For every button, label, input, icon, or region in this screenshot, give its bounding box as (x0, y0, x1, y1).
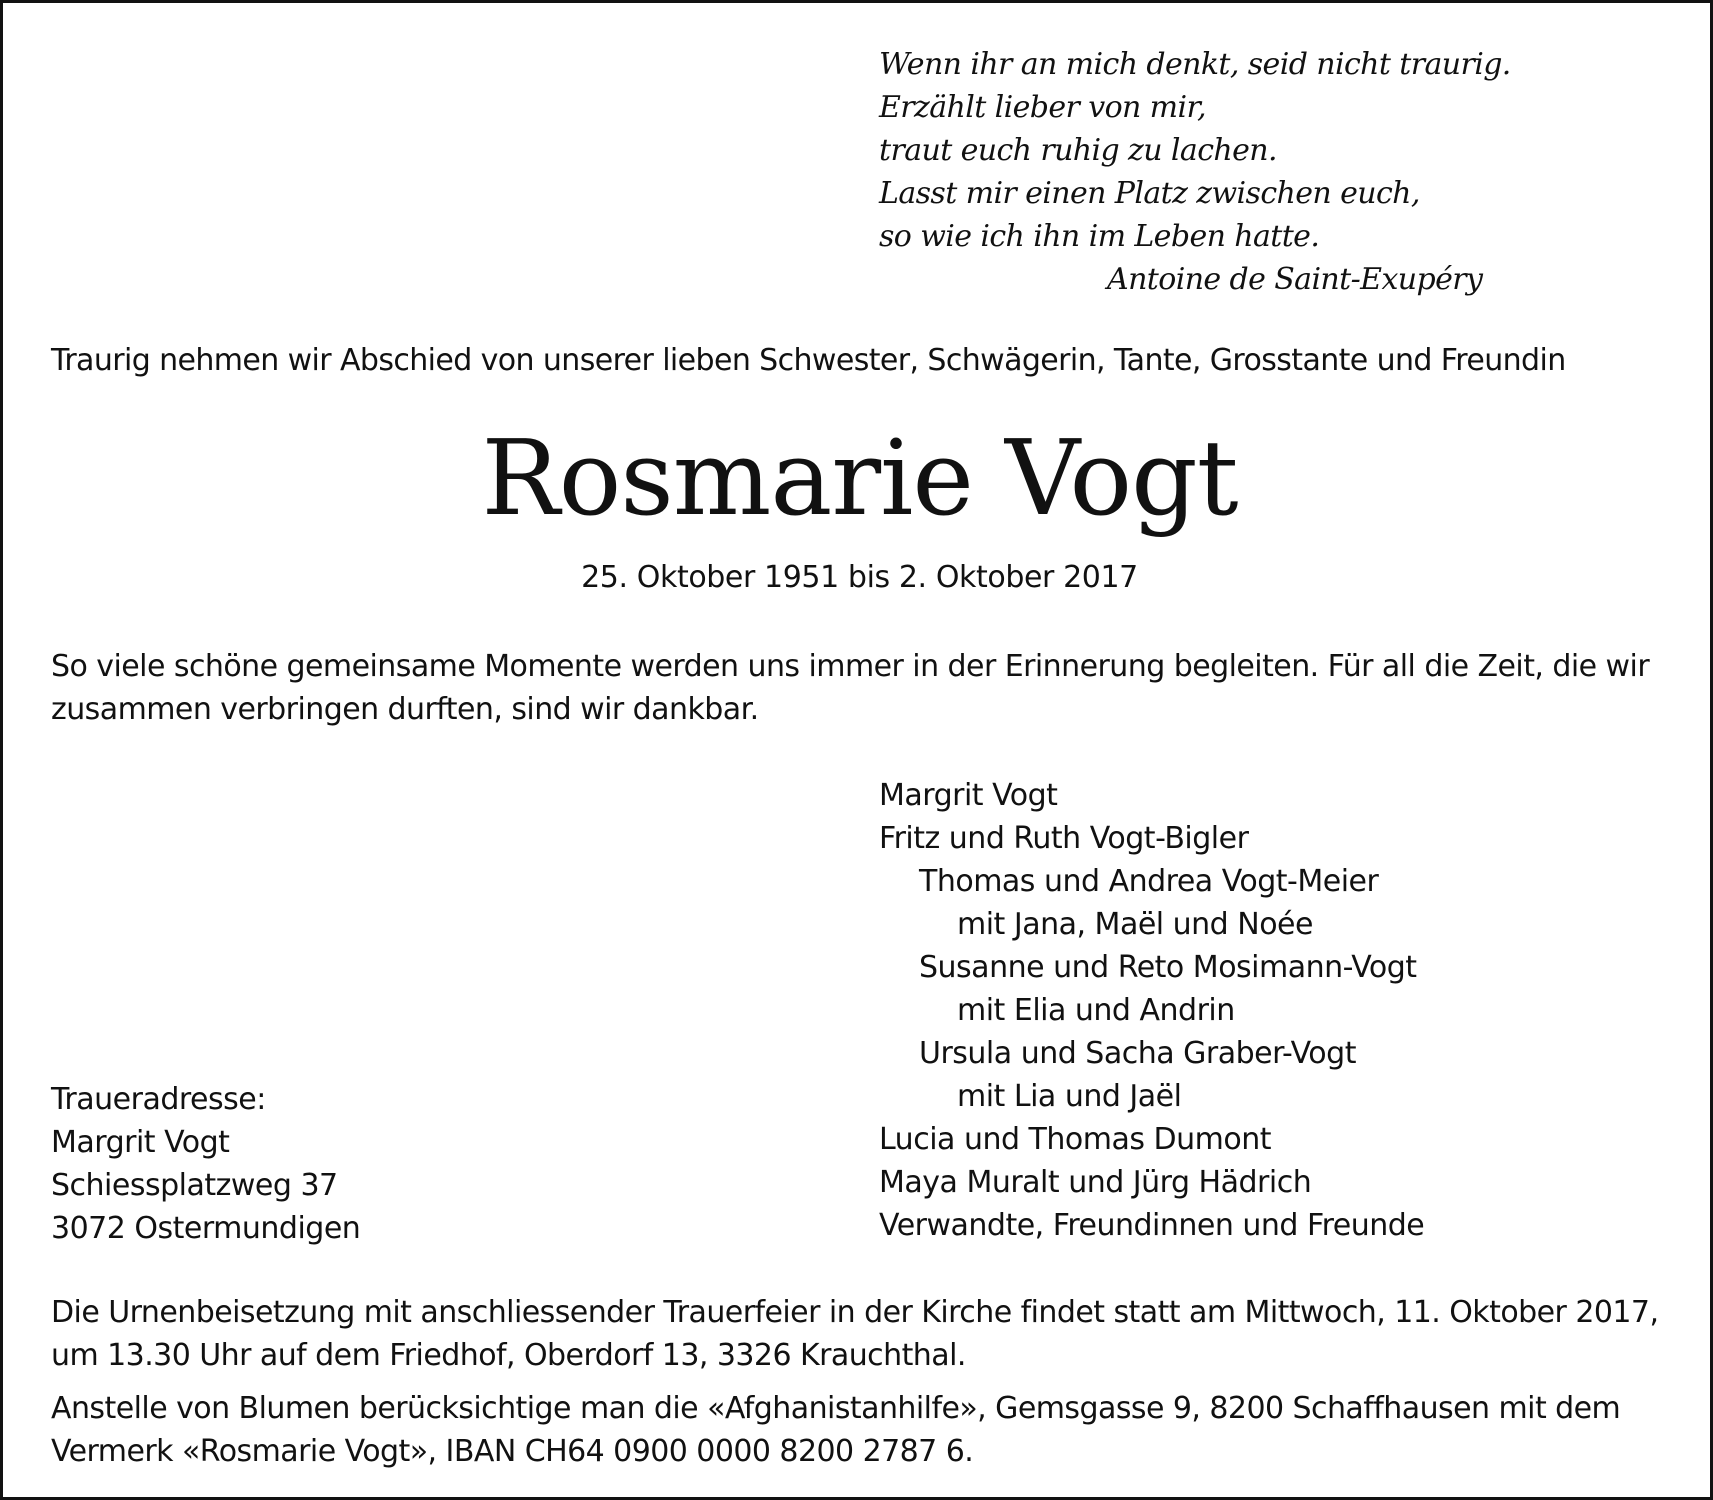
tribute-text (51, 645, 1691, 731)
funeral-line: Die Urnenbeisetzung mit anschliessender Trauerfeier in der Kirche findet statt am Mittwoch, 11. Oktober 2017, (51, 1295, 1659, 1330)
poem-line: Lasst mir einen Platz zwischen euch, (879, 176, 1420, 211)
address-street: Schiessplatzweg 37 (51, 1168, 338, 1203)
mourning-address (51, 1078, 360, 1250)
poem-line: so wie ich ihn im Leben hatte. (879, 219, 1320, 254)
mourner-entry: mit Elia und Andrin (957, 993, 1235, 1028)
funeral-info (51, 1291, 1691, 1377)
poem-line: traut euch ruhig zu lachen. (879, 133, 1277, 168)
mourner-entry: mit Jana, Maël und Noée (957, 907, 1313, 942)
mourner-entry: Susanne und Reto Mosimann-Vogt (919, 950, 1417, 985)
donation-line: Anstelle von Blumen berücksichtige man die «Afghanistanhilfe», Gemsgasse 9, 8200 Schaffhausen mit dem (51, 1391, 1621, 1426)
donation-info (51, 1387, 1691, 1473)
mourner-entry: mit Lia und Jaël (957, 1079, 1182, 1114)
poem-author: Antoine de Saint-Exupéry (1107, 262, 1483, 297)
address-city: 3072 Ostermundigen (51, 1211, 361, 1246)
tribute-line: So viele schöne gemeinsame Momente werden uns immer in der Erinnerung begleiten. Für all die Zeit, die wir (51, 649, 1650, 684)
mourner-entry: Thomas und Andrea Vogt-Meier (919, 864, 1379, 899)
mourner-entry: Verwandte, Freundinnen und Freunde (879, 1208, 1425, 1243)
mourner-entry: Maya Muralt und Jürg Hädrich (879, 1165, 1312, 1200)
poem-line: Erzählt lieber von mir, (879, 90, 1206, 125)
intro-text: Traurig nehmen wir Abschied von unserer lieben Schwester, Schwägerin, Tante, Grosstante und Freundin (51, 343, 1566, 378)
mourner-entry: Ursula und Sacha Graber-Vogt (919, 1036, 1356, 1071)
funeral-line: um 13.30 Uhr auf dem Friedhof, Oberdorf 13, 3326 Krauchthal. (51, 1338, 966, 1373)
donation-line: Vermerk «Rosmarie Vogt», IBAN CH64 0900 0000 8200 2787 6. (51, 1434, 974, 1469)
poem-quote (879, 43, 1599, 301)
address-name: Margrit Vogt (51, 1125, 230, 1160)
mourners-list (879, 774, 1424, 1247)
mourner-entry: Margrit Vogt (879, 778, 1058, 813)
mourner-entry: Lucia und Thomas Dumont (879, 1122, 1271, 1157)
tribute-line: zusammen verbringen durften, sind wir dankbar. (51, 692, 759, 727)
mourner-entry: Fritz und Ruth Vogt-Bigler (879, 821, 1249, 856)
address-label: Traueradresse: (51, 1082, 266, 1117)
poem-line: Wenn ihr an mich denkt, seid nicht traurig. (879, 47, 1511, 82)
deceased-name: Rosmarie Vogt (481, 417, 1238, 539)
life-dates: 25. Oktober 1951 bis 2. Oktober 2017 (581, 560, 1138, 595)
